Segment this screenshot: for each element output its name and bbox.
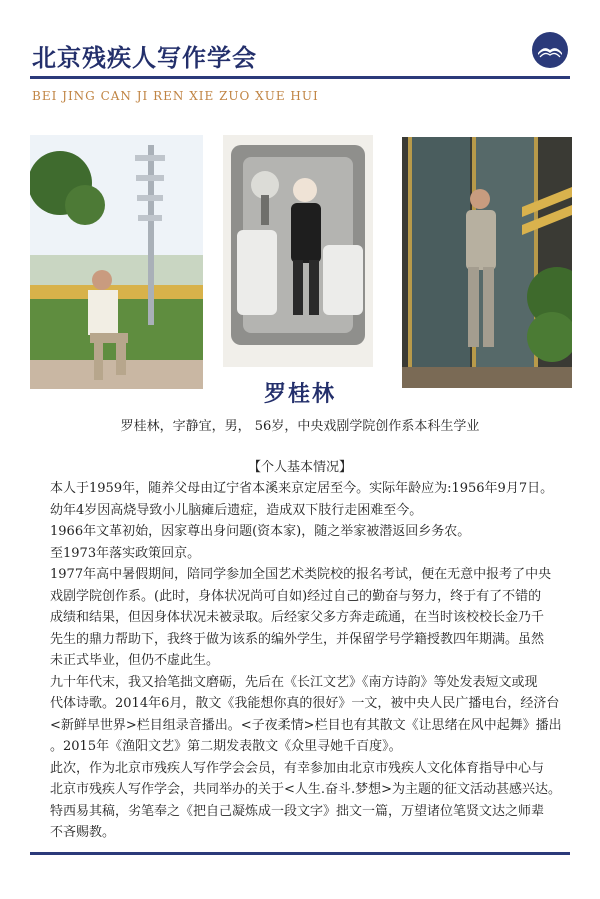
page-subtitle: BEI JING CAN JI REN XIE ZUO XUE HUI [32, 89, 319, 103]
photo-child-portrait [223, 135, 373, 367]
person-intro: 罗桂林，字静宜，男， 56岁，中央戏剧学院创作系本科生学业 [120, 419, 480, 434]
biography-line: 特西易其稿，劣笔奉之《把自己凝炼成一段文字》拙文一篇，万望诸位笔贤文达之师辈 [50, 803, 545, 819]
biography-line: 1977年高中暑假期间，陪同学参加全国艺术类院校的报名考试，便在无意中报考了中央 [50, 567, 552, 582]
header-divider [30, 76, 570, 79]
biography-line: 本人于1959年，随养父母由辽宁省本溪来京定居至今。实际年龄应为:1956年9月7日。 [50, 481, 554, 496]
biography-line: 不吝赐教。 [50, 825, 116, 840]
section-heading: 【个人基本情况】 [247, 460, 352, 475]
biography-line: 成绩和结果，但因身体状况未被录取。后经家父多方奔走疏通，在当时该校校长金乃千 [50, 610, 545, 625]
biography-line: 先生的鼎力帮助下，我终于做为该系的编外学生，并保留学号学籍授教四年期满。虽然 [50, 631, 545, 647]
biography-text [50, 478, 562, 844]
biography-line: <新鲜早世界>栏目组录音播出。<子夜柔情>栏目也有其散文《让思绪在风中起舞》播出 [50, 717, 562, 733]
page-title: 北京残疾人写作学会 [32, 43, 257, 72]
biography-line: 幼年4岁因高烧导致小儿脑瘫后遗症，造成双下肢行走困难至今。 [50, 502, 423, 518]
photo-man-seated-park [30, 135, 203, 389]
biography-line: 北京市残疾人写作学会，共同举办的关于<人生.奋斗.梦想>为主题的征文活动甚感兴达。 [50, 782, 562, 797]
biography-line: 。2015年《渔阳文艺》第二期发表散文《众里寻她千百度》。 [50, 739, 402, 754]
biography-line: 戏剧学院创作系。(此时，身体状况尚可自如)经过自己的勤奋与努力，终于有了不错的 [50, 588, 542, 604]
biography-line: 1966年文革初始，因家尊出身问题(资本家)，随之举家被潜返回乡务农。 [50, 524, 471, 539]
biography-line: 至1973年落实政策回京。 [50, 545, 201, 561]
open-book-logo-icon [532, 32, 568, 68]
footer-divider [30, 852, 570, 855]
person-name: 罗桂林 [263, 381, 336, 407]
biography-line: 代体诗歌。2014年6月，散文《我能想你真的很好》一文，被中央人民广播电台，经济台 [50, 696, 560, 711]
biography-line: 未正式毕业，但仍不虚此生。 [50, 653, 220, 668]
biography-line: 此次，作为北京市残疾人写作学会会员，有幸参加由北京市残疾人文化体育指导中心与 [50, 760, 545, 776]
photo-man-standing-doorway [402, 137, 572, 388]
biography-line: 九十年代末，我又拾笔拙文磨砺，先后在《长江文艺》《南方诗韵》等处发表短文或现 [50, 674, 538, 690]
